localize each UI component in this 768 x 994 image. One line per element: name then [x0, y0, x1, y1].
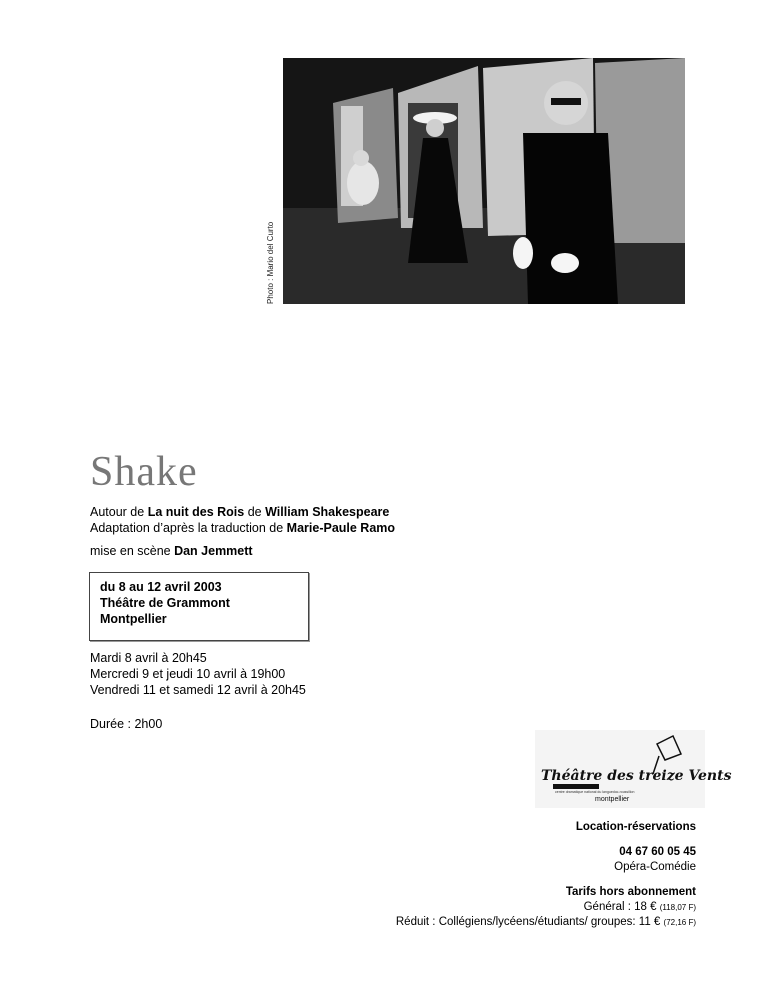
- price-general: [396, 900, 696, 915]
- dates-box: [89, 572, 309, 641]
- staging-credit: [90, 544, 253, 558]
- stage-photo-image: [283, 58, 685, 304]
- staging-prefix: mise en scène: [90, 544, 175, 558]
- credits-connector: de: [244, 505, 266, 519]
- price-general-label: Général : 18 €: [583, 901, 660, 913]
- price-reduced-label: Réduit : Collégiens/lycéens/étudiants/ groupes: 11 €: [395, 916, 664, 928]
- logo-subtitle: centre dramatique national du languedoc-roussillon: [555, 790, 635, 794]
- stage-photo: [283, 58, 685, 304]
- price-reduced-francs: (72,16 F): [663, 918, 696, 927]
- booking-phone: 04 67 60 05 45: [619, 846, 696, 858]
- venue-name: Théâtre de Grammont: [100, 596, 230, 610]
- credits-line-1: [90, 504, 395, 520]
- logo-text: Théâtre des treize Vents: [541, 768, 732, 784]
- price-reduced: [396, 915, 696, 930]
- credits-prefix: Autour de: [90, 505, 148, 519]
- work-title: La nuit des Rois: [147, 505, 245, 519]
- director-name: Dan Jemmett: [174, 544, 253, 558]
- page-title: Shake: [90, 449, 198, 495]
- credits: [90, 504, 395, 536]
- venue-city: Montpellier: [100, 612, 167, 626]
- author-name: William Shakespeare: [265, 505, 390, 519]
- duration: Durée : 2h00: [90, 717, 163, 731]
- translator-name: Marie-Paule Ramo: [286, 521, 396, 535]
- price-general-francs: (118,07 F): [659, 903, 696, 912]
- booking-info: [396, 820, 696, 930]
- logo-city: montpellier: [595, 796, 630, 803]
- adaptation-prefix: Adaptation d’après la traduction de: [90, 521, 287, 535]
- booking-place: Opéra-Comédie: [614, 861, 696, 873]
- schedule-line: Vendredi 11 et samedi 12 avril à 20h45: [90, 683, 306, 697]
- photo-credit: Photo : Mario del Curto: [266, 221, 275, 304]
- prices-heading: Tarifs hors abonnement: [565, 886, 696, 898]
- credits-line-2: [90, 520, 395, 536]
- performance-dates: du 8 au 12 avril 2003: [100, 580, 222, 594]
- theatre-logo-image: [535, 730, 732, 808]
- schedule-line: Mardi 8 avril à 20h45: [90, 651, 207, 665]
- theatre-logo: [535, 730, 732, 808]
- schedule-line: Mercredi 9 et jeudi 10 avril à 19h00: [90, 667, 286, 681]
- booking-heading: Location-réservations: [575, 821, 696, 833]
- schedule: [90, 650, 306, 698]
